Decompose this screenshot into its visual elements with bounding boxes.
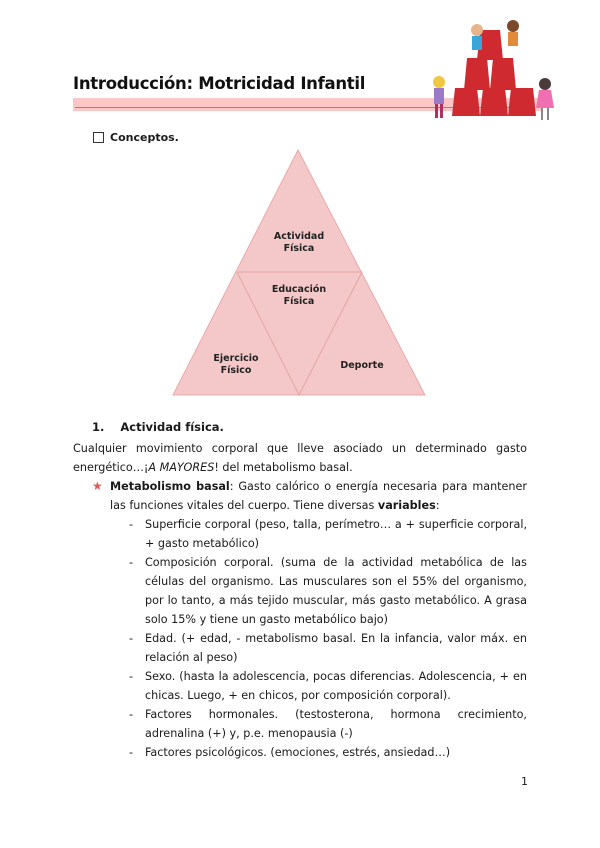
dash-icon: - bbox=[129, 746, 134, 759]
label-actividad-1: Actividad bbox=[273, 231, 325, 242]
star-bullet-icon: ★ bbox=[92, 479, 103, 493]
dash-icon: - bbox=[129, 518, 134, 531]
concepts-pyramid-diagram bbox=[0, 0, 600, 420]
intro-emphasis: A MAYORES bbox=[148, 461, 215, 474]
section-label: Conceptos. bbox=[110, 131, 179, 144]
page-title: Introducción: Motricidad Infantil bbox=[73, 74, 366, 93]
list-item: Factores hormonales. (testosterona, hormona crecimiento, adrenalina (+) y, p.e. menopausia (-) bbox=[145, 708, 527, 740]
label-ejercicio-2: Físico bbox=[220, 365, 252, 376]
label-educacion-1: Educación bbox=[271, 284, 327, 295]
list-item: Edad. (+ edad, - metabolismo basal. En la infancia, valor máx. en relación al peso) bbox=[145, 632, 527, 664]
bullet-paragraph bbox=[110, 477, 527, 515]
intro-text: Cualquier movimiento corporal que lleve asociado un determinado gasto energético…¡ bbox=[73, 442, 527, 474]
page-number: 1 bbox=[521, 775, 528, 788]
bullet-variables: variables bbox=[377, 499, 436, 512]
heading-number: 1. bbox=[92, 420, 105, 434]
list-item: Factores psicológicos. (emociones, estrés, ansiedad…) bbox=[145, 746, 451, 759]
heading-text: Actividad física. bbox=[120, 420, 224, 434]
list-item: Superficie corporal (peso, talla, perímetro… a + superficie corporal, + gasto metabólico) bbox=[145, 518, 527, 550]
intro-paragraph bbox=[73, 439, 527, 477]
intro-text-end: ! del metabolismo basal. bbox=[214, 461, 353, 474]
section-heading bbox=[92, 420, 224, 434]
dash-icon: - bbox=[129, 708, 134, 721]
label-actividad-2: Física bbox=[283, 243, 315, 254]
dash-icon: - bbox=[129, 670, 134, 683]
list-item: Sexo. (hasta la adolescencia, pocas diferencias. Adolescencia, + en chicas. Luego, + en chicos, por composición corporal). bbox=[145, 670, 527, 702]
bullet-end: : bbox=[435, 499, 440, 512]
label-educacion-2: Física bbox=[283, 296, 315, 307]
bullet-text: : Gasto calórico o energía necesaria para mantener las funciones vitales del cuerpo. Tiene diversas bbox=[110, 480, 528, 512]
list-item: Composición corporal. (suma de la actividad metabólica de las células del organismo. Las musculares son el 55% del organismo, por lo tanto, a más tejido muscular, más gasto metabólico. A grasa solo 15% y tiene un gasto metabólico bajo) bbox=[145, 556, 527, 626]
dash-icon: - bbox=[129, 632, 134, 645]
dash-icon: - bbox=[129, 556, 134, 569]
label-ejercicio-1: Ejercicio bbox=[213, 353, 259, 364]
label-deporte: Deporte bbox=[340, 360, 384, 371]
bullet-term: Metabolismo basal bbox=[110, 480, 230, 493]
